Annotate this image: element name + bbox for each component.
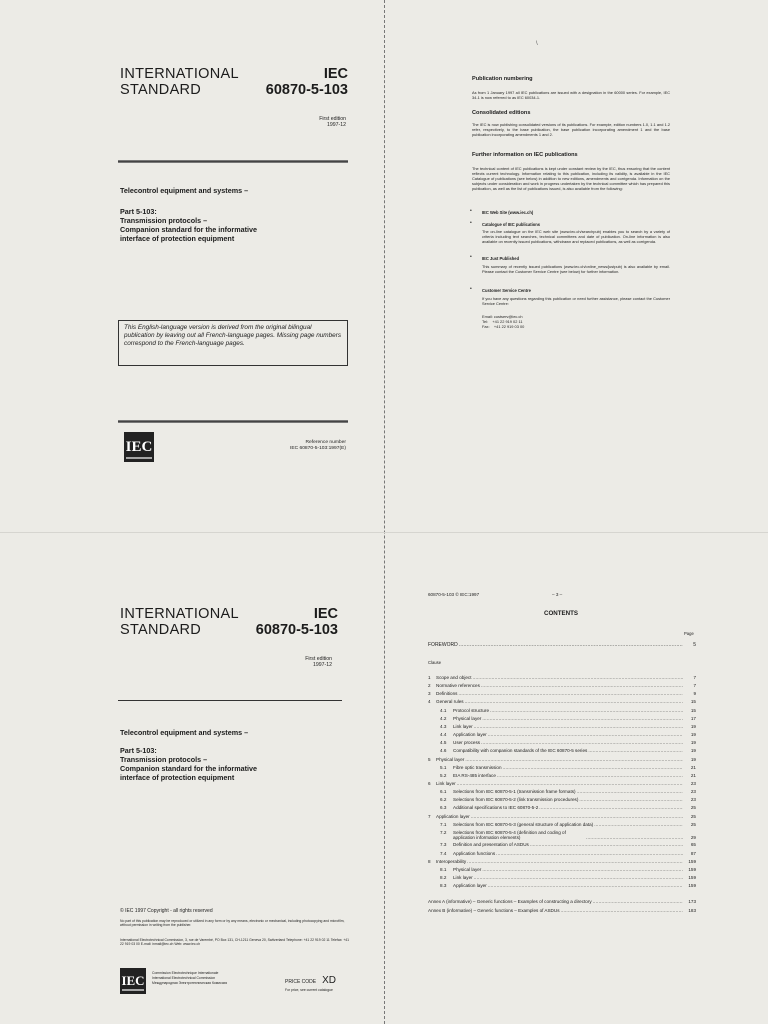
title-standard-number: 60870-5-103 [255,622,338,638]
toc-entry-title: Selections from IEC 60870-5-4 (definition and coding of application information elements) [453,829,566,841]
title-edition-date: 1997-12 [312,662,332,668]
title-page [0,532,384,1024]
toc-leader-dots [577,789,683,795]
toc-entry-number: 7.2 [440,829,447,835]
toc-entry-number: 5 [428,756,431,762]
cover-international: INTERNATIONAL [120,66,239,82]
title-part-line-1: Transmission protocols – [120,755,208,764]
toc-entry[interactable] [428,859,696,865]
toc-entry-page: 25 [690,805,696,811]
toc-entry[interactable] [428,830,696,841]
toc-leader-dots [496,851,683,857]
commission-name-ru: Международная Электротехническая Комиссия [152,981,228,985]
toc-entry-title: Physical layer [436,756,465,762]
just-published-heading: IEC Just Published [482,256,520,261]
toc-entry-number: 8.2 [440,875,447,881]
iec-logo-icon: IEC [120,968,146,994]
catalogue-heading: Catalogue of IEC publications [482,222,540,227]
toc-entry[interactable] [428,757,696,763]
toc-entry[interactable] [428,789,696,795]
page-mark: \ [536,41,538,47]
bullet-icon: • [470,286,472,292]
toc-entry[interactable] [428,773,696,779]
toc-entry-title: EIA RS-485 interface [453,772,496,778]
title-top-rule [118,700,342,701]
toc-entry-number: 1 [428,675,431,680]
toc-leader-dots [561,908,684,914]
toc-leader-dots [465,757,683,763]
toc-entry-page: 159 [688,858,696,864]
front-cover-page [0,0,384,532]
toc-entry[interactable] [428,781,696,787]
toc-entry-title: Interoperability [436,858,467,864]
title-international: INTERNATIONAL [120,606,239,622]
page-column-label: Page [684,631,694,636]
toc-leader-dots [594,822,683,828]
language-notice-box: This English-language version is derived from the original bilingual publication by leaving out all French-language pages. Missing page numbers correspond to the French-language pages. [118,320,348,366]
publication-info-page [384,0,768,532]
toc-entry-number: 5.2 [440,772,447,778]
toc-entry-title: Normative references [436,683,480,689]
toc-entry-title: Application layer [453,732,487,738]
toc-foreword[interactable] [428,643,696,649]
toc-foreword-label: FOREWORD [428,642,458,648]
toc-entry[interactable] [428,724,696,730]
contact-email: Email: custserv@iec.ch [482,314,523,319]
customer-service-text: If you have any questions regarding this publication or need further assistance, please contact the Customer Service Centre: [482,296,670,306]
toc-entry[interactable] [428,732,696,738]
iec-address-text: International Electrotechnical Commission, 3, rue de Varembé, PO Box 131, CH-1211 Geneva 20, Switzerland Telephone: +41 22 919 02 11 Telefax: +41 22 919 03 00 E-mail: inmail@iec.ch Web: www.iec.ch [120,938,350,947]
toc-leader-dots [579,797,683,803]
toc-entry-title: Link layer [453,723,473,729]
toc-entry[interactable] [428,748,696,754]
toc-entry-number: 4.2 [440,715,447,721]
toc-leader-dots [488,883,683,889]
toc-entry-title: Selections from IEC 60870-5-2 (link transmission procedures) [453,797,579,803]
toc-entry[interactable] [428,740,696,746]
toc-leader-dots [481,683,683,689]
toc-leader-dots [482,716,683,722]
toc-entry-title: Definition and presentation of ASDUs [453,842,529,848]
toc-entry-page: 19 [690,740,696,746]
toc-entry-title: User process [453,740,481,746]
toc-entry-title: Scope and object [436,675,472,680]
cover-part: Part 5-103: [120,207,157,216]
toc-entry-page: 19 [690,723,696,729]
toc-entry-number: 4.4 [440,732,447,738]
toc-leader-dots [474,875,683,881]
toc-entry-page: 29 [690,835,696,841]
toc-entry-page: 7 [693,683,696,689]
toc-leader-dots [539,805,683,811]
toc-entry-page: 19 [690,748,696,754]
toc-entry[interactable] [428,675,696,681]
toc-entry[interactable] [428,699,696,705]
clause-column-label: Clause [428,660,442,665]
commission-name-fr: Commission Electrotechnique Internationale [152,971,219,975]
cover-iec: IEC [323,66,348,82]
toc-entry-page: 65 [690,842,696,848]
title-standard: STANDARD [120,622,202,638]
toc-entry-page: 21 [690,764,696,770]
pub-numbering-heading: Publication numbering [472,76,533,82]
copyright-notice: © IEC 1997 Copyright - all rights reserved [120,908,213,914]
toc-entry[interactable] [428,691,696,697]
toc-annex-page: 173 [688,899,696,905]
cover-standard: STANDARD [120,82,202,98]
toc-entry-number: 4 [428,699,431,705]
cover-part-title-1: Transmission protocols – [120,216,208,225]
just-published-text: This summary of recently issued publications (www.iec.ch/online_news/justpub) is also available by email. Please contact the Customer Service Centre (see below) for further information. [482,264,670,274]
toc-entry-page: 159 [688,883,696,889]
toc-entry-number: 5.1 [440,764,447,770]
toc-leader-dots [497,773,683,779]
toc-annex[interactable] [428,908,696,914]
toc-entry-title: Application layer [436,813,470,819]
title-iec: IEC [313,606,338,622]
toc-entry[interactable] [428,814,696,820]
contents-title: CONTENTS [544,610,579,617]
reference-number: IEC 60870-5-103:1997(E) [289,446,346,451]
toc-entry-number: 2 [428,683,431,689]
toc-entry-page: 23 [690,780,696,786]
toc-entry-title: Additional specifications to IEC 60870-5-2 [453,805,539,811]
cover-edition-date: 1997-12 [326,122,346,128]
toc-leader-dots [474,724,683,730]
toc-entry-title: Selections from IEC 60870-5-1 (transmission frame formats) [453,789,576,795]
toc-entry-page: 21 [690,772,696,778]
title-edition: First edition [305,656,332,662]
further-info-heading: Further information on IEC publications [472,152,578,158]
toc-entry-title: Physical layer [453,715,482,721]
toc-annex-title: Annex B (informative) – Generic functions – Examples of ASDUs [428,907,560,913]
toc-entry-title: General rules [436,699,464,705]
toc-entry[interactable] [428,822,696,828]
bullet-icon: • [470,208,472,214]
toc-entry[interactable] [428,805,696,811]
toc-entry-number: 6.2 [440,797,447,803]
catalogue-text: The on-line catalogue on the IEC web site (www.iec.ch/searchpub) enables you to search by a variety of criteria including text searches, technical committees and date of publication. On-line information is also available on recently issued publications, withdrawn and replaced publications, as well as corrigenda. [482,229,670,244]
toc-entry-page: 25 [690,821,696,827]
toc-entry-number: 4.3 [440,723,447,729]
toc-entry-number: 6.1 [440,789,447,795]
toc-entry-number: 6.3 [440,805,447,811]
toc-entry-number: 4.6 [440,748,447,754]
toc-entry-title: Protocol structure [453,707,489,713]
toc-entry-page: 87 [690,850,696,856]
toc-foreword-page: 5 [693,642,696,648]
toc-entry-page: 15 [690,699,696,705]
toc-leader-dots [457,781,683,787]
toc-entry[interactable] [428,851,696,857]
toc-entry[interactable] [428,683,696,689]
toc-leader-dots [481,740,683,746]
toc-entry-title: Definitions [436,691,458,697]
bullet-icon: • [470,220,472,226]
toc-entry-number: 7 [428,813,431,819]
price-code-label: PRICE CODE [285,979,317,985]
price-code [285,976,336,987]
contents-page [384,532,768,1024]
toc-entry-number: 8 [428,858,431,864]
toc-leader-dots [588,748,683,754]
bullet-icon: • [470,254,472,260]
toc-entry-page: 159 [688,875,696,881]
toc-entry-number: 4.1 [440,707,447,713]
contact-fax: Fax: +41 22 919 03 00 [482,324,525,329]
toc-leader-dots [503,765,683,771]
toc-leader-dots [471,814,683,820]
toc-entry-page: 9 [693,691,696,697]
toc-entry-title: Selections from IEC 60870-5-3 (general structure of application data) [453,821,594,827]
toc-entry[interactable] [428,867,696,873]
toc-entry-number: 4.5 [440,740,447,746]
title-part: Part 5-103: [120,746,157,755]
toc-entry-number: 6 [428,780,431,786]
cover-part-title-3: interface of protection equipment [120,234,235,243]
toc-entry[interactable] [428,842,696,848]
toc-entry-page: 23 [690,797,696,803]
reference-label: Reference number [305,440,346,445]
toc-entry-number: 8.1 [440,866,447,872]
iec-website-item: IEC Web Site (www.iec.ch) [482,210,534,215]
contents-header-left: 60870-5-103 © IEC:1997 [428,592,480,597]
toc-entry[interactable] [428,797,696,803]
toc-entry[interactable] [428,716,696,722]
toc-leader-dots [473,675,683,681]
consolidated-heading: Consolidated editions [472,110,531,116]
pub-numbering-text: As from 1 January 1997 all IEC publications are issued with a designation in the 60000 series. For example, IEC 34-1 is now referred to as IEC 60034-1. [472,90,670,100]
price-note: For price, see current catalogue [285,988,333,992]
toc-leader-dots [490,708,683,714]
toc-entry-title: Application functions [453,850,496,856]
toc-entry-title: Compatibility with companion standards of the IEC 60870-5 series [453,748,588,754]
cover-part-title-2: Companion standard for the informative [120,225,257,234]
toc-entry-title: Physical layer [453,866,482,872]
title-part-line-3: interface of protection equipment [120,773,235,782]
title-part-line-2: Companion standard for the informative [120,764,257,773]
iec-logo-icon: IEC [124,432,154,462]
title-main: Telecontrol equipment and systems – [120,728,249,737]
toc-entry-number: 3 [428,691,431,697]
toc-entry[interactable] [428,708,696,714]
rights-text: No part of this publication may be reproduced or utilized in any form or by any means, electronic or mechanical, including photocopying and microfilm, without permission in writing from the publisher. [120,919,345,928]
toc-entry-title: Fibre optic transmission [453,764,502,770]
toc-annex-page: 183 [688,907,696,913]
toc-entry-page: 19 [690,732,696,738]
commission-name-en: International Electrotechnical Commission [152,976,216,980]
cover-top-rule [118,160,348,163]
cover-title-main: Telecontrol equipment and systems – [120,186,249,195]
consolidated-text: The IEC is now publishing consolidated versions of its publications. For example, edition numbers 1.0, 1.1 and 1.2 refer, respectively, to the base publication, the base publication incorporating amendment 1 and the base publication incorporating amendments 1 and 2. [472,122,670,137]
toc-leader-dots [586,835,683,841]
toc-entry-page: 17 [690,715,696,721]
toc-entry-page: 23 [690,789,696,795]
toc-entry-number: 7.4 [440,850,447,856]
toc-entry-number: 7.3 [440,842,447,848]
cover-edition: First edition [319,116,346,122]
toc-entry-title: Application layer [453,883,487,889]
toc-leader-dots [593,899,683,905]
toc-entry-page: 19 [690,756,696,762]
contact-tel: Tel: +41 22 919 02 11 [482,319,523,324]
toc-entry-page: 25 [690,813,696,819]
toc-entry-number: 8.3 [440,883,447,889]
toc-leader-dots [488,732,683,738]
toc-leader-dots [458,691,683,697]
customer-service-heading: Customer Service Centre [482,288,531,293]
toc-entry-page: 159 [688,866,696,872]
toc-entry[interactable] [428,875,696,881]
further-info-text: The technical content of IEC publications is kept under constant review by the IEC, thus ensuring that the content reflects current technology. Information relating to this publication, including its validity, is available in the IEC Catalogue of publications (see below) in addition to new editions, amendments and corrigenda. Information on the subjects under consideration and work in progress undertaken by the technical committee which has prepared this publication, as well as the list of publications issued, is also available from the following: [472,166,670,191]
cover-bottom-rule [118,420,348,423]
cover-standard-number: 60870-5-103 [265,82,348,98]
toc-annex-title: Annex A (informative) – Generic functions – Examples of constructing a directory [428,899,592,905]
toc-entry-number: 7.1 [440,821,447,827]
toc-leader-dots [465,699,683,705]
toc-entry[interactable] [428,883,696,889]
toc-entry-title: Link layer [453,875,473,881]
toc-entry[interactable] [428,765,696,771]
toc-leader-dots [467,859,683,865]
price-code-value: XD [322,975,337,986]
toc-entry-page: 7 [693,675,696,680]
contents-header-page: – 3 – [552,592,563,597]
toc-entry-page: 15 [690,707,696,713]
toc-leader-dots [530,842,683,848]
toc-entry-title: Link layer [436,780,456,786]
toc-annex[interactable] [428,899,696,905]
toc-leader-dots [482,867,683,873]
